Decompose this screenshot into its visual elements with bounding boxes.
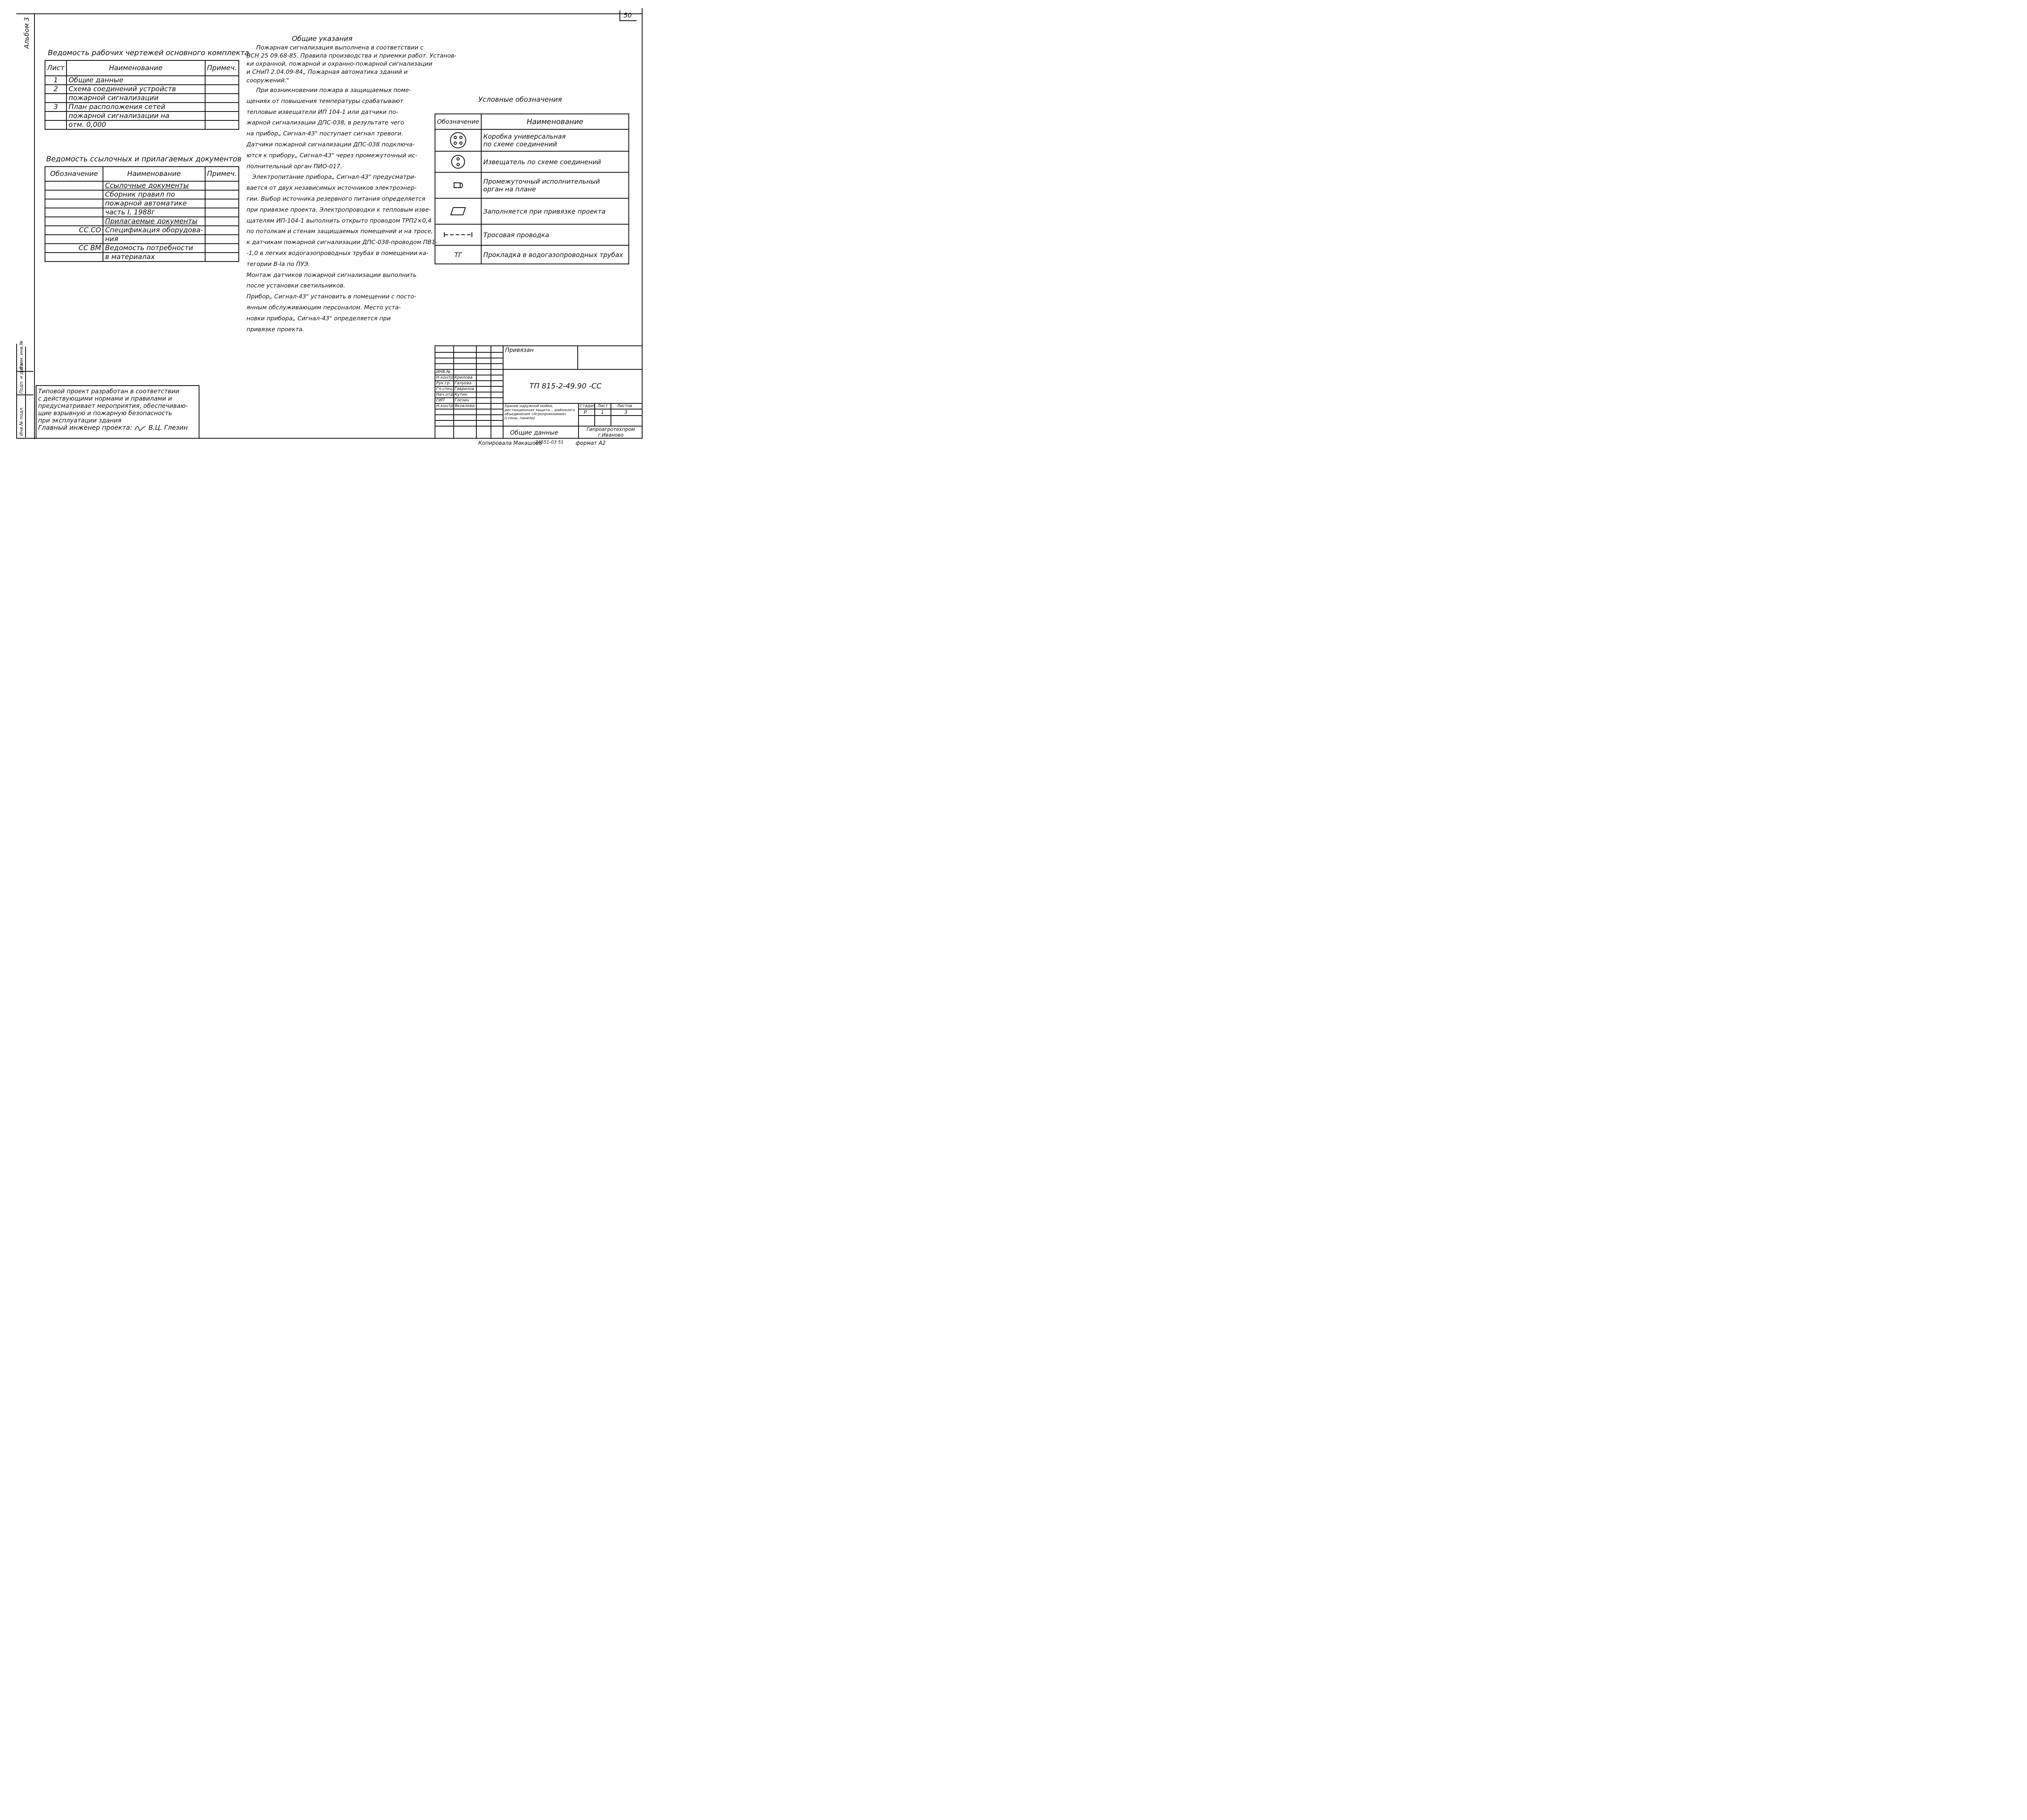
chief-engineer-label: Главный инженер проекта:	[38, 424, 133, 431]
note-line: ВСН 25 09.68-85. Правила производства и приемки работ. Установ-	[246, 53, 456, 59]
table-row: Сборник правил по	[45, 190, 239, 199]
cable-wiring-icon	[442, 231, 474, 239]
note-line: гии. Выбор источника резервного питания определяется	[246, 195, 426, 202]
footer-code: 24551-03 51	[535, 439, 564, 445]
attached-label: Привязан	[505, 347, 534, 354]
note-line: после установки светильников.	[246, 283, 345, 289]
note-line: -1,0 в легких водогазопроводных трубах в помещении ка-	[246, 250, 429, 257]
staff-name: Кутин	[454, 392, 467, 397]
table-row: Ссылочные документы	[45, 181, 239, 190]
chief-engineer-name: В.Ц. Глезин	[148, 424, 188, 431]
note-line: и СНиП 2.04.09-84„ Пожарная автоматика зданий и	[246, 69, 408, 75]
table-header: Наименование	[481, 114, 629, 129]
legend-table	[435, 114, 629, 264]
table-header-row	[45, 167, 239, 181]
staff-name: Яковлева	[454, 404, 475, 408]
general-notes-title: Общие указания	[292, 35, 353, 43]
table-row: 1 Общие данные	[45, 76, 239, 85]
note-line: привязке проекта.	[246, 326, 304, 333]
staff-role: Гл.спец.	[436, 387, 454, 391]
legend-title: Условные обозначения	[478, 96, 562, 104]
title-block	[435, 345, 643, 439]
note-line: ются к прибору„ Сигнал-43" через промежуточный ис-	[246, 152, 418, 159]
note-line: на прибор„ Сигнал-43" поступает сигнал тревоги.	[246, 131, 403, 137]
note-line: тепловые извещатели ИП 104-1 или датчики по-	[246, 109, 398, 116]
designer-note-line: предусматривает мероприятия, обеспечиваю-	[38, 402, 188, 409]
note-line: по потолкам и стенам защищаемых помещений и на тросе,	[246, 228, 433, 235]
note-line: при привязке проекта. Электропроводки к тепловым изве-	[246, 206, 431, 213]
legend-row: ТГ Прокладка в водогазопроводных трубах	[435, 245, 629, 264]
working-drawings-table	[45, 60, 239, 130]
left-strip	[17, 340, 33, 437]
footer-format: формат А2	[576, 440, 606, 446]
table-row: ния	[45, 235, 239, 244]
table-row: в материалах	[45, 253, 239, 262]
sheet-label: Лист	[598, 404, 608, 408]
note-line: вается от двух независимых источников электроэнер-	[246, 185, 417, 192]
table-header: Примеч.	[205, 60, 239, 76]
staff-role: Н.контр.	[436, 404, 454, 408]
note-line: полнительный орган ПИО-017.	[246, 163, 343, 170]
note-line: Электропитание прибора„ Сигнал-43" предусматри-	[252, 174, 416, 181]
legend-row: Извещатель по схеме соединений	[435, 151, 629, 172]
page-number: 50	[624, 11, 632, 19]
staff-name: Крилова	[454, 375, 473, 380]
note-line: янным обслуживающим персоналом. Место уста-	[246, 304, 401, 311]
staff-name: Глезин	[454, 398, 469, 403]
staff-role: Н.контр.	[436, 375, 454, 380]
strip-label-inv: Инв.№ подл.	[19, 406, 24, 436]
table-header-row	[435, 114, 629, 129]
table-row: 3 План расположения сетей	[45, 103, 239, 111]
legend-row: Коробка универсальная по схеме соединений	[435, 129, 629, 151]
note-line: Монтаж датчиков пожарной сигнализации выполнить	[246, 272, 417, 279]
table-header: Обозначение	[45, 167, 103, 181]
designer-note-line: Типовой проект разработан в соответствии	[38, 388, 180, 395]
designer-note-line: щие взрывную и пожарную безопасность	[38, 409, 172, 417]
object-description: Здание наружной мойки, дистанционная защита… районного объединения «Агропромхимия» (стены, панели)	[504, 404, 575, 420]
table-header-row	[45, 60, 239, 76]
table-row: отм. 0,000	[45, 120, 239, 129]
sheets-label: Листов	[617, 404, 632, 408]
album-label: Альбом 3	[23, 17, 30, 49]
note-line: Пожарная сигнализация выполнена в соответствии с	[256, 45, 424, 51]
designer-note-box	[36, 385, 199, 439]
legend-symbol-text: ТГ	[435, 245, 481, 264]
sheet-title: Общие данные	[510, 429, 559, 436]
table-header: Лист	[45, 60, 66, 76]
note-line: новки прибора„ Сигнал-43" определяется при	[246, 315, 391, 322]
staff-name: Гаврилов	[454, 387, 474, 391]
staff-role: Нач.отд.	[436, 392, 454, 397]
table-row: часть I, 1988г	[45, 208, 239, 217]
reference-docs-title: Ведомость ссылочных и прилагаемых документов	[46, 155, 242, 163]
table-header: Наименование	[103, 167, 205, 181]
strip-label-podp: Подп. и дата	[19, 363, 24, 394]
working-drawings-title: Ведомость рабочих чертежей основного комплекта	[48, 49, 249, 57]
note-line: ки охранной, пожарной и охранно-пожарной сигнализации	[246, 61, 433, 67]
parallelogram-icon	[450, 207, 466, 216]
stage-label: Стадия	[580, 404, 596, 408]
inv-label: ИНВ.№	[436, 370, 451, 374]
table-header: Обозначение	[435, 114, 481, 129]
legend-row: Тросовая проводка	[435, 224, 629, 245]
stage-value: Р	[584, 409, 587, 415]
sheets-value: 3	[624, 409, 628, 415]
table-header: Примеч.	[205, 167, 239, 181]
legend-row: Промежуточный исполнительный орган на плане	[435, 172, 629, 198]
table-row: Прилагаемые документы	[45, 217, 239, 226]
frame-top	[16, 13, 643, 14]
sheet-value: 1	[601, 409, 604, 415]
note-line: щениях от повышения температуры срабатывают	[246, 98, 404, 105]
strip-label-vzam: Взам. инв.№	[19, 340, 24, 369]
table-row: 2 Схема соединений устройств	[45, 85, 239, 94]
project-code: ТП 815-2-49.90 -СС	[529, 382, 602, 390]
staff-name: Галуева	[454, 381, 472, 386]
designer-note-line: при эксплуатации здания	[38, 417, 122, 424]
general-notes-body	[246, 44, 456, 335]
table-row: СС ВМ Ведомость потребности	[45, 244, 239, 253]
note-line: При возникновении пожара в защищаемых поме-	[256, 87, 411, 94]
note-line: Датчики пожарной сигнализации ДПС-038 подключа-	[246, 141, 415, 148]
note-line: сооружений."	[246, 77, 289, 84]
note-line: жарной сигнализации ДПС-038, в результате чего	[246, 120, 404, 126]
page-number-box	[619, 11, 636, 21]
note-line: щателям ИП-104-1 выполнить открыто проводом ТРП2×0,4	[246, 217, 432, 224]
legend-row: Заполняется при привязке проекта	[435, 198, 629, 224]
note-line: к датчикам пожарной сигнализации ДПС-038-проводом ПВ1-	[246, 239, 438, 246]
note-line: тегории В-Iа по ПУЭ.	[246, 261, 310, 268]
staff-role: ГИП	[436, 398, 445, 403]
organization: Гипроагротехпром г.Иваново	[586, 427, 635, 438]
reference-docs-table	[45, 166, 239, 262]
frame-left	[34, 13, 35, 439]
footer-copied: Копировала Макашова	[478, 440, 542, 446]
table-header: Наименование	[66, 60, 205, 76]
table-row: СС.СО Спецификация оборудова-	[45, 226, 239, 235]
note-line: Прибор„ Сигнал-43" установить в помещении с посто-	[246, 294, 416, 300]
staff-role: Рук.гр.	[436, 381, 451, 386]
relay-icon	[452, 181, 464, 189]
detector-icon	[450, 154, 466, 170]
designer-note-line: с действующими нормами и правилами и	[38, 395, 172, 402]
signature-icon	[134, 424, 146, 432]
table-row: пожарной сигнализации	[45, 94, 239, 103]
table-row: пожарной автоматике	[45, 199, 239, 208]
junction-box-icon	[449, 131, 467, 149]
table-row: пожарной сигнализации на	[45, 111, 239, 120]
